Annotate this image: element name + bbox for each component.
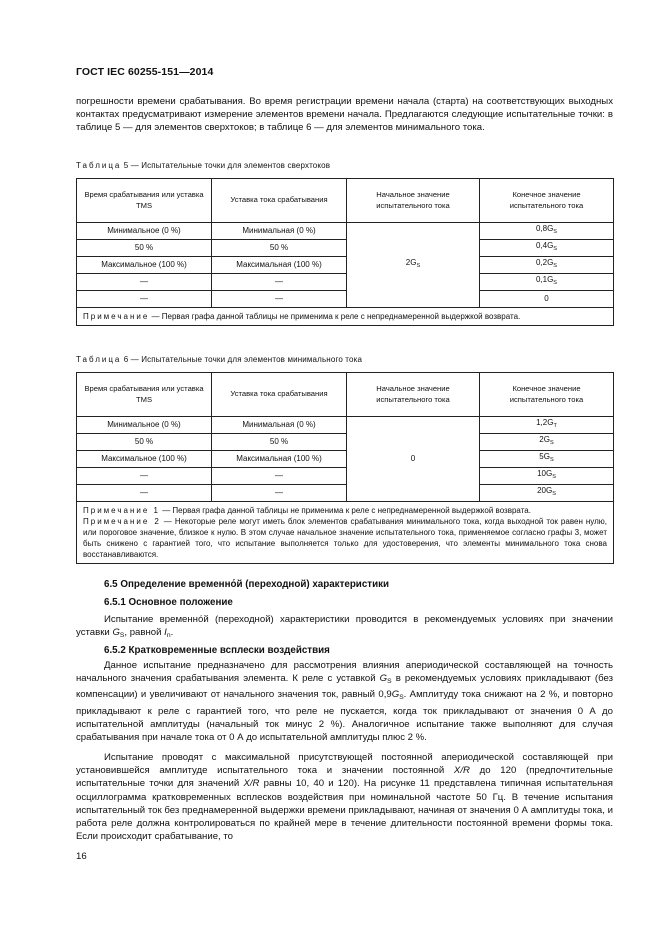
table5-final-sub: S (553, 229, 558, 236)
text-run: Испытание проводят с максимальной присутствующей постоянной апериодической составляющей при установившейся амплитуде испытательного тока и значении постоянной (76, 752, 613, 777)
table-row (77, 417, 614, 434)
table5-final-value: 0,1G (535, 275, 554, 285)
symbol-sub: n (166, 632, 171, 640)
table5-initial-sub: S (416, 263, 421, 270)
table6-cell-final (480, 468, 614, 485)
table6-final-sub: S (552, 491, 556, 498)
table6-cell-current: — (212, 485, 347, 502)
table5-cell-final (480, 223, 614, 240)
table6-cell-final (480, 417, 614, 434)
table-row (77, 274, 614, 291)
symbol-g: G (112, 627, 120, 639)
table5-cell-time: — (77, 291, 212, 308)
section-6-5-heading: 6.5 Определение временно́й (переходной) характеристики (104, 579, 390, 590)
table-row (77, 468, 614, 485)
symbol-g: G (379, 673, 388, 685)
table5-cell-time: 50 % (77, 240, 212, 257)
table5-note-row (77, 308, 614, 326)
table6 (76, 372, 614, 564)
table6-final-sub: S (552, 474, 556, 481)
table6-final-value: 20G (537, 486, 553, 496)
table6-cell-current: Максимальная (100 %) (212, 451, 347, 468)
table6-caption-prefix: Таблица (76, 355, 122, 364)
table5-header-initial: Начальное значение испытательного тока (347, 179, 480, 223)
table6-final-value: 10G (537, 469, 553, 479)
table6-header-time: Время срабатывания или уставка TMS (77, 373, 212, 417)
table5-final-value: 0,4G (535, 241, 554, 251)
table5-final-value: 0 (544, 293, 549, 303)
table5-header-row (77, 179, 614, 223)
table6-cell-final (480, 451, 614, 468)
table6-cell-time: — (77, 485, 212, 502)
paragraph-6-5-2-b (76, 751, 613, 843)
table6-cell-current: Минимальная (0 %) (212, 417, 347, 434)
section-6-5-1-heading: 6.5.1 Основное положение (104, 597, 233, 608)
table6-header-current: Уставка тока срабатывания (212, 373, 347, 417)
document-header: ГОСТ IEC 60255-151—2014 (76, 66, 214, 78)
symbol-i: I (164, 627, 167, 639)
table5-cell-current: — (212, 291, 347, 308)
table6-final-value: 5G (539, 452, 550, 462)
table5-final-sub: S (553, 280, 558, 287)
table5-note-text: — Первая графа данной таблицы не применима к реле с непреднамеренной выдержкой возврата. (149, 312, 521, 321)
table5-caption-prefix: Таблица (76, 161, 122, 170)
table6-cell-current: — (212, 468, 347, 485)
table6-final-sub: S (549, 457, 554, 464)
text-run: , равной (124, 627, 165, 639)
table5-cell-current: Максимальная (100 %) (212, 257, 347, 274)
table6-note2-text: — Некоторые реле могут иметь блок элементов срабатывания минимального тока, когда выходной ток равен нулю, или пороговое значение, близкое к нулю. В этом случае начальное значение испытательного тока, применяемое согласно графы 3, может быть снижено с гарантией того, что испытание выполняется только для удостоверения, что элементы минимального тока снова восстанавливаются. (83, 517, 608, 559)
table5-final-value: 0,8G (535, 224, 554, 234)
table6-cell-final (480, 485, 614, 502)
table6-final-value: 1,2G (536, 418, 554, 428)
table6-cell-time: Максимальное (100 %) (77, 451, 212, 468)
table-row (77, 434, 614, 451)
table5-caption-text: 5 — Испытательные точки для элементов сверхтоков (121, 161, 331, 170)
intro-paragraph: погрешности времени срабатывания. Во время регистрации времени начала (старта) на соответствующих выходных контактах предусматривают измерение элементов времени начала. Предлагаются следующие испытательные точки: в таблице 5 — для элементов сверхтоков; в таблице 6 — для элементов минимального тока. (76, 96, 613, 134)
text-run: Данное испытание предназначено для рассмотрения влияния апериодической составляющей на точность начального значения срабатывания элемента. К реле с уставкой (76, 660, 613, 685)
page-number: 16 (76, 851, 87, 862)
table-row (77, 240, 614, 257)
symbol-sub: S (119, 632, 125, 640)
table5-cell-current: 50 % (212, 240, 347, 257)
table6-cell-current: 50 % (212, 434, 347, 451)
table5-header-time: Время срабатывания или уставка TMS (77, 179, 212, 223)
paragraph-6-5-1 (76, 613, 613, 642)
table5-cell-current: Минимальная (0 %) (212, 223, 347, 240)
table5-cell-time: Минимальное (0 %) (77, 223, 212, 240)
table6-note1-text: — Первая графа данной таблицы не применима к реле с непреднамеренной выдержкой возврата. (159, 506, 531, 515)
table-row (77, 257, 614, 274)
table6-final-sub: T (553, 423, 557, 430)
table5-note-label: Примечание (83, 312, 150, 321)
text-run: равны 10, 40 и 120). На рисунке 11 представлена типичная испытательная осциллограмма кратковременных всплесков воздействия при номинальной частоте 50 Гц. В течение испытания испытательный ток без преднамеренной выдержки времени прикладывают, начиная от значения 0 А амплитуды тока, и работа реле должна контролироваться по крайней мере в течение длительности постоянной времени формы тока. Если происходит срабатывание, то (76, 778, 613, 843)
symbol-xr: X/R (243, 778, 260, 790)
table6-notes (77, 502, 614, 564)
table5-cell-final (480, 291, 614, 308)
table6-cell-final (480, 434, 614, 451)
symbol-g: G (391, 689, 400, 701)
symbol-sub: S (387, 678, 392, 686)
table6-cell-time: 50 % (77, 434, 212, 451)
table5-cell-final (480, 274, 614, 291)
symbol-xr: X/R (453, 765, 470, 777)
table6-note-1 (83, 505, 607, 516)
table6-header-row (77, 373, 614, 417)
text-run: . Амплитуду тока снижают на 2 %, и повторно прикладывают к реле с гарантией того, что реле не пускается, когда ток прикладывают от значения 0 А до испытательной амплитуды (начальный ток минус 2 %). Аналогичное испытание также выполняют для случая срабатывания при начале тока от 0 А до испытательной амплитуды плюс 2 %. (76, 689, 613, 744)
table5-cell-current: — (212, 274, 347, 291)
table5-cell-final (480, 257, 614, 274)
table5-header-current: Уставка тока срабатывания (212, 179, 347, 223)
table5 (76, 178, 614, 326)
table6-cell-time: — (77, 468, 212, 485)
table6-note2-label: Примечание 2 (83, 517, 161, 526)
table-row (77, 223, 614, 240)
table6-header-initial: Начальное значение испытательного тока (347, 373, 480, 417)
table5-note (77, 308, 614, 326)
table6-note1-label: Примечание 1 (83, 506, 160, 515)
table6-note-row (77, 502, 614, 564)
table5-initial-value: 2G (405, 258, 417, 268)
table5-caption (76, 161, 330, 170)
table6-final-sub: S (549, 440, 554, 447)
table5-cell-initial (347, 223, 480, 308)
table-row (77, 451, 614, 468)
table6-header-final: Конечное значение испытательного тока (480, 373, 614, 417)
table5-final-value: 0,2G (535, 258, 554, 268)
table5-final-sub: S (553, 263, 558, 270)
paragraph-6-5-2-a (76, 659, 613, 744)
text-run: в рекомендуемых условиях прикладывают (без компенсации) и увеличивают от начального значения ток, равный 0,9 (76, 673, 613, 701)
table6-final-value: 2G (539, 435, 550, 445)
text-run: до 120 (предпочтительные испытательные точки для значений (76, 765, 613, 790)
table5-cell-time: — (77, 274, 212, 291)
table6-caption-text: 6 — Испытательные точки для элементов минимального тока (121, 355, 363, 364)
text-run: Испытание временно́й (переходной) характеристики проводится в рекомендуемых условиях при значении уставки (76, 614, 613, 639)
table5-header-final: Конечное значение испытательного тока (480, 179, 614, 223)
table6-cell-initial: 0 (347, 417, 480, 502)
section-6-5-2-heading: 6.5.2 Кратковременные всплески воздействия (104, 645, 330, 656)
table-row (77, 291, 614, 308)
table5-final-sub: S (553, 246, 558, 253)
text-run: . (170, 627, 174, 639)
table5-cell-time: Максимальное (100 %) (77, 257, 212, 274)
table6-caption (76, 355, 362, 364)
table-row (77, 485, 614, 502)
table6-note-2 (83, 516, 607, 560)
table6-cell-time: Минимальное (0 %) (77, 417, 212, 434)
table5-cell-final (480, 240, 614, 257)
symbol-sub: S (399, 694, 404, 702)
